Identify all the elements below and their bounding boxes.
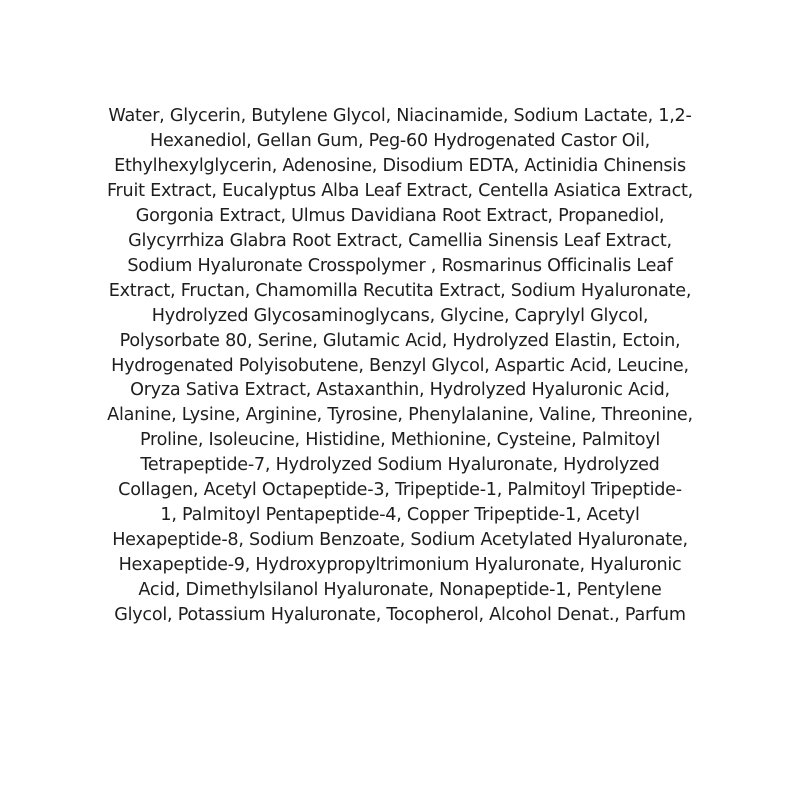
- ingredient-line: Collagen, Acetyl Octapeptide-3, Tripeptide-1, Palmitoyl Tripeptide-: [118, 480, 682, 501]
- ingredient-line: 1, Palmitoyl Pentapeptide-4, Copper Tripeptide-1, Acetyl: [160, 505, 640, 526]
- ingredient-line: Hexapeptide-9, Hydroxypropyltrimonium Hyaluronate, Hyaluronic: [118, 555, 682, 576]
- ingredient-line: Ethylhexylglycerin, Adenosine, Disodium EDTA, Actinidia Chinensis: [114, 155, 686, 176]
- ingredient-line: Tetrapeptide-7, Hydrolyzed Sodium Hyaluronate, Hydrolyzed: [140, 455, 660, 476]
- ingredient-line: Water, Glycerin, Butylene Glycol, Niacinamide, Sodium Lactate, 1,2-: [108, 106, 692, 126]
- ingredient-line: Hydrolyzed Glycosaminoglycans, Glycine, Caprylyl Glycol,: [151, 305, 649, 326]
- ingredient-line: Hexanediol, Gellan Gum, Peg-60 Hydrogenated Castor Oil,: [150, 130, 650, 151]
- ingredient-line: Extract, Fructan, Chamomilla Recutita Extract, Sodium Hyaluronate,: [108, 280, 692, 301]
- ingredient-line: Polysorbate 80, Serine, Glutamic Acid, Hydrolyzed Elastin, Ectoin,: [119, 330, 681, 351]
- ingredient-line: Glycol, Potassium Hyaluronate, Tocopherol, Alcohol Denat., Parfum: [114, 605, 686, 626]
- ingredient-line: Gorgonia Extract, Ulmus Davidiana Root Extract, Propanediol,: [135, 205, 665, 226]
- ingredient-line: Acid, Dimethylsilanol Hyaluronate, Nonapeptide-1, Pentylene: [138, 580, 662, 601]
- ingredient-line: Fruit Extract, Eucalyptus Alba Leaf Extract, Centella Asiatica Extract,: [106, 180, 694, 201]
- ingredient-line: Glycyrrhiza Glabra Root Extract, Camellia Sinensis Leaf Extract,: [128, 230, 672, 251]
- ingredient-line: Oryza Sativa Extract, Astaxanthin, Hydrolyzed Hyaluronic Acid,: [130, 380, 670, 401]
- ingredient-list: [78, 104, 722, 628]
- ingredient-line: Hexapeptide-8, Sodium Benzoate, Sodium Acetylated Hyaluronate,: [112, 530, 688, 551]
- ingredient-line: Alanine, Lysine, Arginine, Tyrosine, Phenylalanine, Valine, Threonine,: [107, 405, 693, 426]
- ingredient-line: Sodium Hyaluronate Crosspolymer , Rosmarinus Officinalis Leaf: [127, 255, 673, 276]
- ingredient-line: Hydrogenated Polyisobutene, Benzyl Glycol, Aspartic Acid, Leucine,: [111, 355, 689, 376]
- ingredient-line: Proline, Isoleucine, Histidine, Methionine, Cysteine, Palmitoyl: [139, 430, 661, 451]
